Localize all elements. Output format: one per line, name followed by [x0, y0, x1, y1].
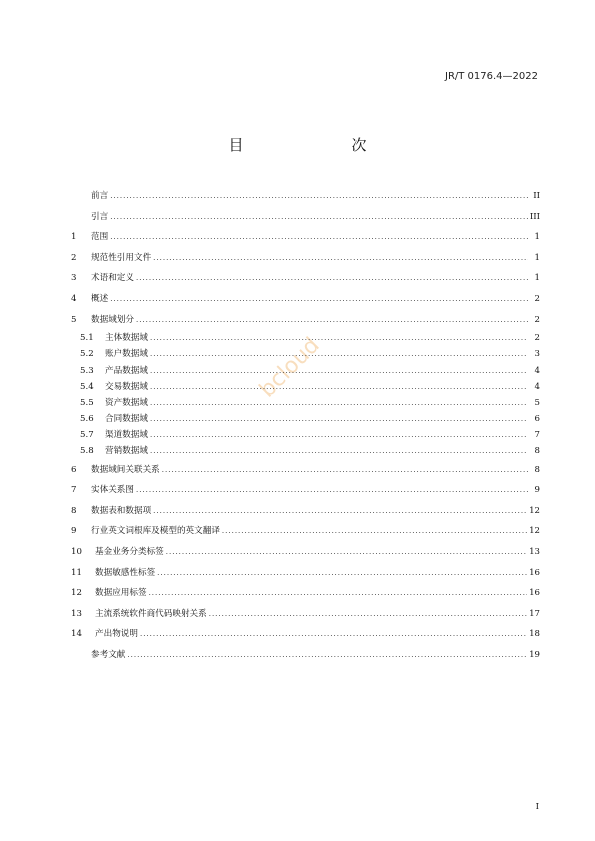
- toc-entry-number: 5.5: [80, 397, 94, 408]
- toc-leader-dots: [149, 583, 527, 604]
- toc-entry-text: 资产数据域: [105, 397, 148, 408]
- toc-entry-page: 13: [529, 547, 540, 558]
- toc-entry-page: 2: [534, 333, 540, 344]
- toc-entry-references[interactable]: [71, 645, 540, 666]
- toc-entry-5-3[interactable]: [71, 363, 540, 379]
- toc-leader-dots: [140, 624, 527, 645]
- toc-entry-page: 17: [529, 608, 540, 619]
- toc-entry-number: 5.4: [80, 381, 94, 392]
- toc-entry-page: 12: [529, 505, 540, 516]
- toc-entry-page: 1: [534, 252, 540, 263]
- toc-entry-page: 2: [534, 293, 540, 304]
- toc-entry-5-6[interactable]: [71, 411, 540, 427]
- toc-entry-number: 7: [71, 485, 77, 496]
- toc-entry-5-4[interactable]: [71, 379, 540, 395]
- toc-entry-number: 5: [71, 314, 77, 325]
- toc-entry-page: 18: [529, 629, 540, 640]
- toc-leader-dots: [150, 363, 528, 379]
- toc-entry-number: 13: [71, 608, 82, 619]
- toc-entry-text: 合同数据域: [105, 414, 148, 425]
- toc-entry-text: 产出物说明: [95, 629, 138, 640]
- toc-entry-2[interactable]: [71, 248, 540, 269]
- standard-code: JR/T 0176.4—2022: [445, 71, 538, 82]
- toc-entry-7[interactable]: [71, 480, 540, 501]
- toc-entry-text: 主流系统软件商代码映射关系: [95, 608, 207, 619]
- toc-entry-5-7[interactable]: [71, 427, 540, 443]
- toc-entry-text: 概述: [91, 293, 109, 304]
- toc-entry-page: 1: [534, 273, 540, 284]
- toc-entry-number: 8: [71, 505, 77, 516]
- toc-entry-text: 范围: [91, 232, 109, 243]
- toc-entry-text: 账户数据域: [105, 349, 148, 360]
- toc-entry-number: 5.1: [80, 333, 94, 344]
- toc-entry-6[interactable]: [71, 460, 540, 481]
- toc-entry-text: 术语和定义: [91, 273, 134, 284]
- toc-entry-page: 7: [534, 430, 540, 441]
- toc-entry-number: 11: [71, 567, 82, 578]
- toc-entry-page: 16: [529, 567, 540, 578]
- toc-leader-dots: [150, 395, 528, 411]
- toc-entry-number: 9: [71, 526, 77, 537]
- toc-entry-9[interactable]: [71, 521, 540, 542]
- toc-entry-text: 引言: [91, 211, 109, 222]
- toc-leader-dots: [150, 346, 528, 362]
- toc-leader-dots: [157, 563, 527, 584]
- toc-entry-4[interactable]: [71, 289, 540, 310]
- toc-entry-text: 数据表和数据项: [91, 505, 152, 516]
- toc-entry-number: 5.8: [80, 446, 94, 457]
- toc-entry-text: 交易数据域: [105, 381, 148, 392]
- toc-entry-12[interactable]: [71, 583, 540, 604]
- toc-leader-dots: [150, 330, 528, 346]
- toc-entry-number: 5.7: [80, 430, 94, 441]
- toc-leader-dots: [153, 248, 528, 269]
- toc-entry-text: 渠道数据域: [105, 430, 148, 441]
- toc-title: 目 次: [228, 136, 393, 154]
- table-of-contents: [71, 186, 540, 666]
- toc-entry-text: 数据域划分: [91, 314, 134, 325]
- toc-leader-dots: [136, 310, 528, 331]
- toc-entry-number: 12: [71, 588, 82, 599]
- toc-entry-5-1[interactable]: [71, 330, 540, 346]
- toc-entry-page: II: [533, 191, 540, 201]
- toc-leader-dots: [127, 645, 527, 666]
- toc-entry-page: 1: [534, 232, 540, 243]
- toc-entry-page: 16: [529, 588, 540, 599]
- toc-leader-dots: [150, 379, 528, 395]
- toc-entry-5-5[interactable]: [71, 395, 540, 411]
- toc-entry-foreword[interactable]: [71, 186, 540, 207]
- toc-entry-page: 12: [529, 526, 540, 537]
- toc-entry-page: 6: [534, 414, 540, 425]
- toc-leader-dots: [136, 268, 528, 289]
- toc-entry-13[interactable]: [71, 604, 540, 625]
- toc-leader-dots: [150, 411, 528, 427]
- toc-leader-dots: [110, 207, 528, 228]
- toc-entry-page: 2: [534, 314, 540, 325]
- toc-leader-dots: [222, 521, 527, 542]
- toc-entry-number: 3: [71, 273, 77, 284]
- toc-entry-page: 3: [534, 349, 540, 360]
- toc-entry-number: 14: [71, 629, 82, 640]
- toc-leader-dots: [209, 604, 527, 625]
- toc-entry-page: 4: [534, 365, 540, 376]
- toc-entry-text: 主体数据域: [105, 333, 148, 344]
- toc-entry-text: 前言: [91, 191, 109, 201]
- toc-leader-dots: [162, 460, 528, 481]
- toc-entry-8[interactable]: [71, 501, 540, 522]
- toc-leader-dots: [110, 289, 528, 310]
- toc-entry-page: 4: [534, 381, 540, 392]
- toc-entry-number: 1: [71, 232, 77, 243]
- toc-leader-dots: [136, 480, 528, 501]
- page-number: I: [535, 802, 539, 812]
- toc-entry-text: 规范性引用文件: [91, 252, 152, 263]
- toc-entry-page: 5: [534, 397, 540, 408]
- watermark: bcloud: [255, 332, 325, 403]
- toc-entry-text: 产品数据域: [105, 365, 148, 376]
- toc-entry-text: 数据应用标签: [95, 588, 147, 599]
- toc-entry-5-2[interactable]: [71, 346, 540, 362]
- toc-entry-text: 数据域间关联关系: [91, 464, 160, 475]
- toc-entry-number: 5.3: [80, 365, 94, 376]
- toc-entry-number: 6: [71, 464, 77, 475]
- toc-leader-dots: [166, 542, 527, 563]
- toc-entry-1[interactable]: [71, 227, 540, 248]
- toc-entry-10[interactable]: [71, 542, 540, 563]
- toc-entry-11[interactable]: [71, 563, 540, 584]
- toc-leader-dots: [150, 427, 528, 443]
- toc-entry-3[interactable]: [71, 268, 540, 289]
- toc-entry-page: 8: [534, 446, 540, 457]
- toc-entry-text: 营销数据域: [105, 446, 148, 457]
- toc-entry-page: 19: [529, 650, 540, 660]
- toc-entry-text: 基金业务分类标签: [95, 547, 164, 558]
- toc-entry-text: 行业英文词根库及模型的英文翻译: [91, 526, 220, 537]
- toc-leader-dots: [110, 227, 528, 248]
- toc-entry-number: 4: [71, 293, 77, 304]
- toc-leader-dots: [150, 443, 528, 459]
- toc-leader-dots: [153, 501, 527, 522]
- toc-entry-14[interactable]: [71, 624, 540, 645]
- toc-entry-5[interactable]: [71, 310, 540, 331]
- toc-entry-text: 实体关系图: [91, 485, 134, 496]
- toc-entry-number: 10: [71, 547, 82, 558]
- toc-entry-text: 参考文献: [91, 650, 126, 660]
- toc-entry-5-8[interactable]: [71, 443, 540, 459]
- toc-entry-introduction[interactable]: [71, 207, 540, 228]
- toc-entry-number: 5.2: [80, 349, 94, 360]
- toc-entry-page: 9: [534, 485, 540, 496]
- toc-entry-page: 8: [534, 464, 540, 475]
- toc-entry-number: 5.6: [80, 414, 94, 425]
- toc-leader-dots: [110, 186, 528, 207]
- toc-entry-page: III: [529, 211, 540, 222]
- toc-entry-number: 2: [71, 252, 77, 263]
- toc-entry-text: 数据敏感性标签: [95, 567, 156, 578]
